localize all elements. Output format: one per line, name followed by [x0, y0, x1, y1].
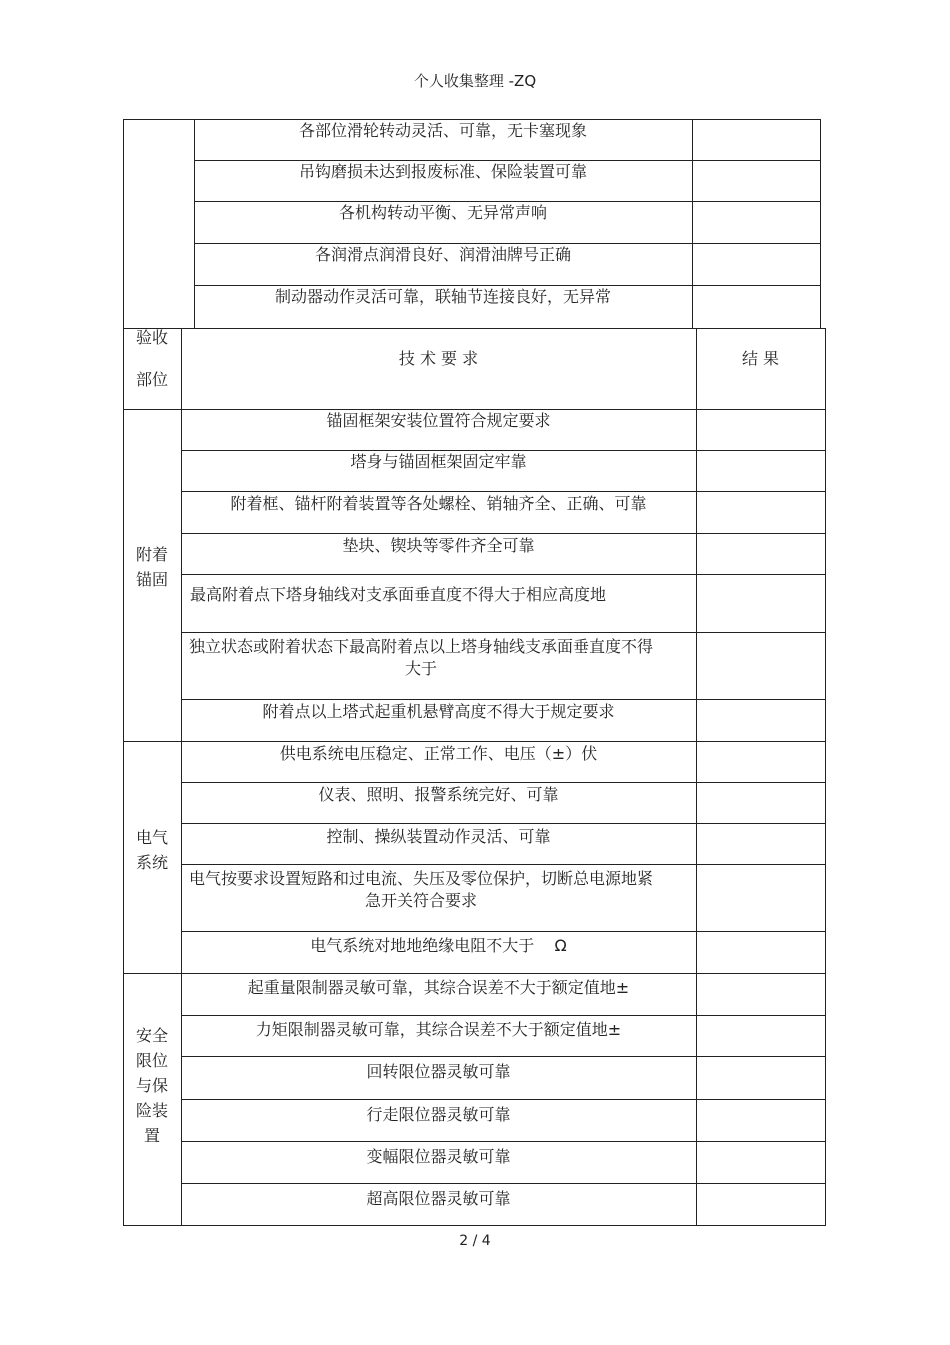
top-row-4: 各润滑点润滑良好、润滑油牌号正确 — [314, 245, 571, 264]
safety-item-4: 行走限位器灵敏可靠 — [366, 1105, 511, 1124]
electrical-item-5: 电气系统对地地绝缘电阻不大于 Ω — [310, 936, 567, 955]
electrical-item-2: 仪表、照明、报警系统完好、可靠 — [318, 785, 559, 804]
safety-item-3: 回转限位器灵敏可靠 — [366, 1062, 511, 1081]
top-row-1: 各部位滑轮转动灵活、可靠，无卡塞现象 — [298, 121, 587, 140]
header-part-label-1: 验收 — [135, 328, 168, 347]
electrical-item-3: 控制、操纵装置动作灵活、可靠 — [326, 827, 551, 846]
top-row-5: 制动器动作灵活可靠，联轴节连接良好，无异常 — [274, 287, 611, 306]
safety-item-6: 超高限位器灵敏可靠 — [366, 1189, 511, 1208]
anchorage-item-1: 锚固框架安装位置符合规定要求 — [326, 411, 551, 430]
safety-item-2: 力矩限制器灵敏可靠，其综合误差不大于额定值地± — [255, 1020, 622, 1039]
section-label-anchorage: 附着锚固 — [135, 545, 168, 589]
header-requirement: 技 术 要 求 — [398, 349, 479, 368]
safety-item-1: 起重量限制器灵敏可靠，其综合误差不大于额定值地± — [247, 978, 630, 997]
section-label-safety: 安全限位与保险装置 — [135, 1026, 168, 1145]
header-part-label-2: 部位 — [135, 370, 168, 389]
page-header: 个人收集整理 -ZQ — [413, 72, 537, 90]
anchorage-item-4: 垫块、锲块等零件齐全可靠 — [342, 536, 535, 555]
electrical-item-1: 供电系统电压稳定、正常工作、电压（±）伏 — [279, 744, 598, 763]
safety-item-5: 变幅限位器灵敏可靠 — [366, 1147, 511, 1166]
anchorage-item-6: 独立状态或附着状态下最高附着点以上塔身轴线支承面垂直度不得大于 — [188, 637, 653, 678]
top-row-2: 吊钩磨损未达到报废标准、保险装置可靠 — [298, 162, 587, 181]
anchorage-item-3: 附着框、锚杆附着装置等各处螺栓、销轴齐全、正确、可靠 — [230, 494, 647, 513]
anchorage-item-2: 塔身与锚固框架固定牢靠 — [350, 452, 527, 471]
anchorage-item-5: 最高附着点下塔身轴线对支承面垂直度不得大于相应高度地 — [190, 585, 607, 604]
page-number: 2 / 4 — [459, 1233, 491, 1249]
top-row-3: 各机构转动平衡、无异常声响 — [338, 203, 547, 222]
section-label-electrical: 电气系统 — [135, 828, 168, 872]
header-result: 结 果 — [741, 349, 780, 368]
anchorage-item-7: 附着点以上塔式起重机悬臂高度不得大于规定要求 — [262, 702, 615, 721]
electrical-item-4: 电气按要求设置短路和过电流、失压及零位保护，切断总电源地紧急开关符合要求 — [188, 869, 653, 910]
